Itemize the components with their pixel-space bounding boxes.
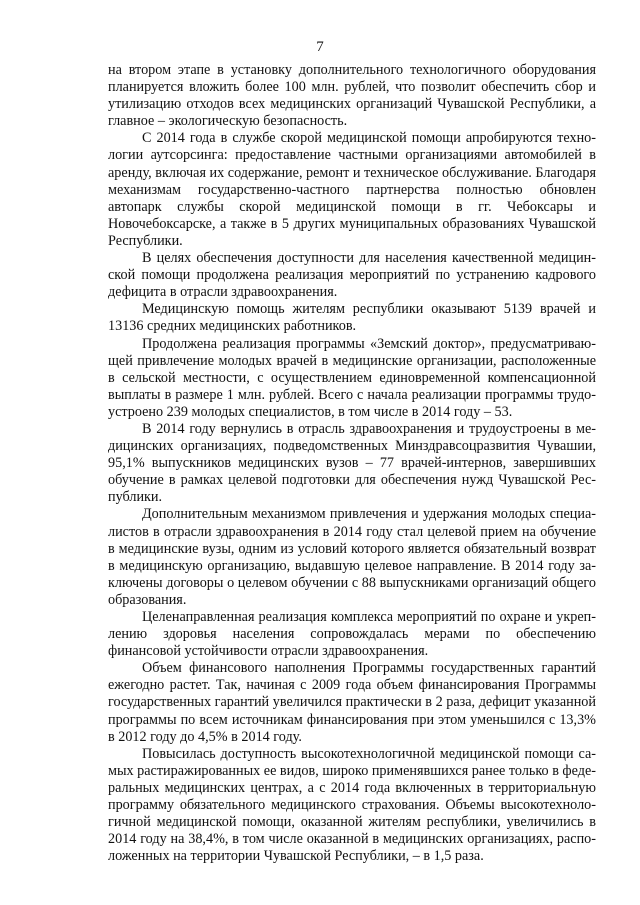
- paragraph-medical-workers: Медицинскую помощь жителям республики оказывают 5139 врачей и 13136 средних медицинских работников.: [108, 301, 596, 335]
- paragraph-financial-stability: Целенаправленная реализация комплекса мероприятий по охране и укреплению здоровья населения сопровождалась мерами по обеспечению финансовой устойчивости отрасли здравоохранения.: [108, 609, 596, 660]
- paragraph-waste-disposal: на втором этапе в установку дополнительного технологичного оборудования планируется вложить более 100 млн. рублей, что позволит обеспечить сбор и утилизацию отходов всех медицинских организаций Чувашской Республики, а главное – экологическую безопасность.: [108, 62, 596, 130]
- paragraph-zemsky-doctor: Продолжена реализация программы «Земский доктор», предусматривающей привлечение молодых врачей в медицинские организации, расположенные в сельской местности, с осуществлением единовременной компенсационной выплаты в размере 1 млн. рублей. Всего с начала реализации программы трудоустроено 239 молодых специалистов, в том числе в 2014 году – 53.: [108, 335, 596, 420]
- paragraph-high-tech-care: Повысилась доступность высокотехнологичной медицинской помощи самых растиражированных ее видов, широко применявшихся ранее только в федеральных медицинских центрах, а с 2014 года включенных в территориальную программу обязательного медицинского страхования. Объемы высокотехнологичной медицинской помощи, оказанной жителям республики, увеличились в 2014 году на 38,4%, в том числе оказанной в медицинских организациях, расположенных на территории Чувашской Республики, – в 1,5 раза.: [108, 745, 596, 865]
- paragraph-state-guarantees: Объем финансового наполнения Программы государственных гарантий ежегодно растет. Так, начиная с 2009 года объем финансирования Программы государственных гарантий увеличился практически в 2 раза, дефицит указанной программы по всем источникам финансирования при этом уменьшился с 13,3% в 2012 году до 4,5% в 2014 году.: [108, 660, 596, 745]
- page-number: 7: [316, 39, 324, 55]
- document-body: [108, 62, 596, 865]
- paragraph-ambulance-outsourcing: С 2014 года в службе скорой медицинской помощи апробируются технологии аутсорсинга: предоставление частными организациями автомобилей в аренду, включая их содержание, ремонт и техническое обслуживание. Благодаря механизмам государственно-частного партнерства полностью обновлен автопарк службы скорой медицинской помощи в гг. Чебоксары и Новочебоксарске, а также в 5 других муниципальных образованиях Чувашской Республики.: [108, 130, 596, 249]
- paragraph-targeted-admission: Дополнительным механизмом привлечения и удержания молодых специалистов в отрасли здравоохранения в 2014 году стал целевой прием на обучение в медицинские вузы, одним из условий которого является обязательный возврат в медицинскую организацию, выдавшую целевое направление. В 2014 году заключены договоры о целевом обучении с 88 выпускниками организаций общего образования.: [108, 506, 596, 608]
- paragraph-staff-shortage: В целях обеспечения доступности для населения качественной медицинской помощи продолжена реализация мероприятий по устранению кадрового дефицита в отрасли здравоохранения.: [108, 250, 596, 301]
- paragraph-graduates-returned: В 2014 году вернулись в отрасль здравоохранения и трудоустроены в медицинских организациях, подведомственных Минздравсоцразвития Чувашии, 95,1% выпускников медицинских вузов – 77 врачей-интернов, завершивших обучение в рамках целевой подготовки для обеспечения нужд Чувашской Республики.: [108, 420, 596, 506]
